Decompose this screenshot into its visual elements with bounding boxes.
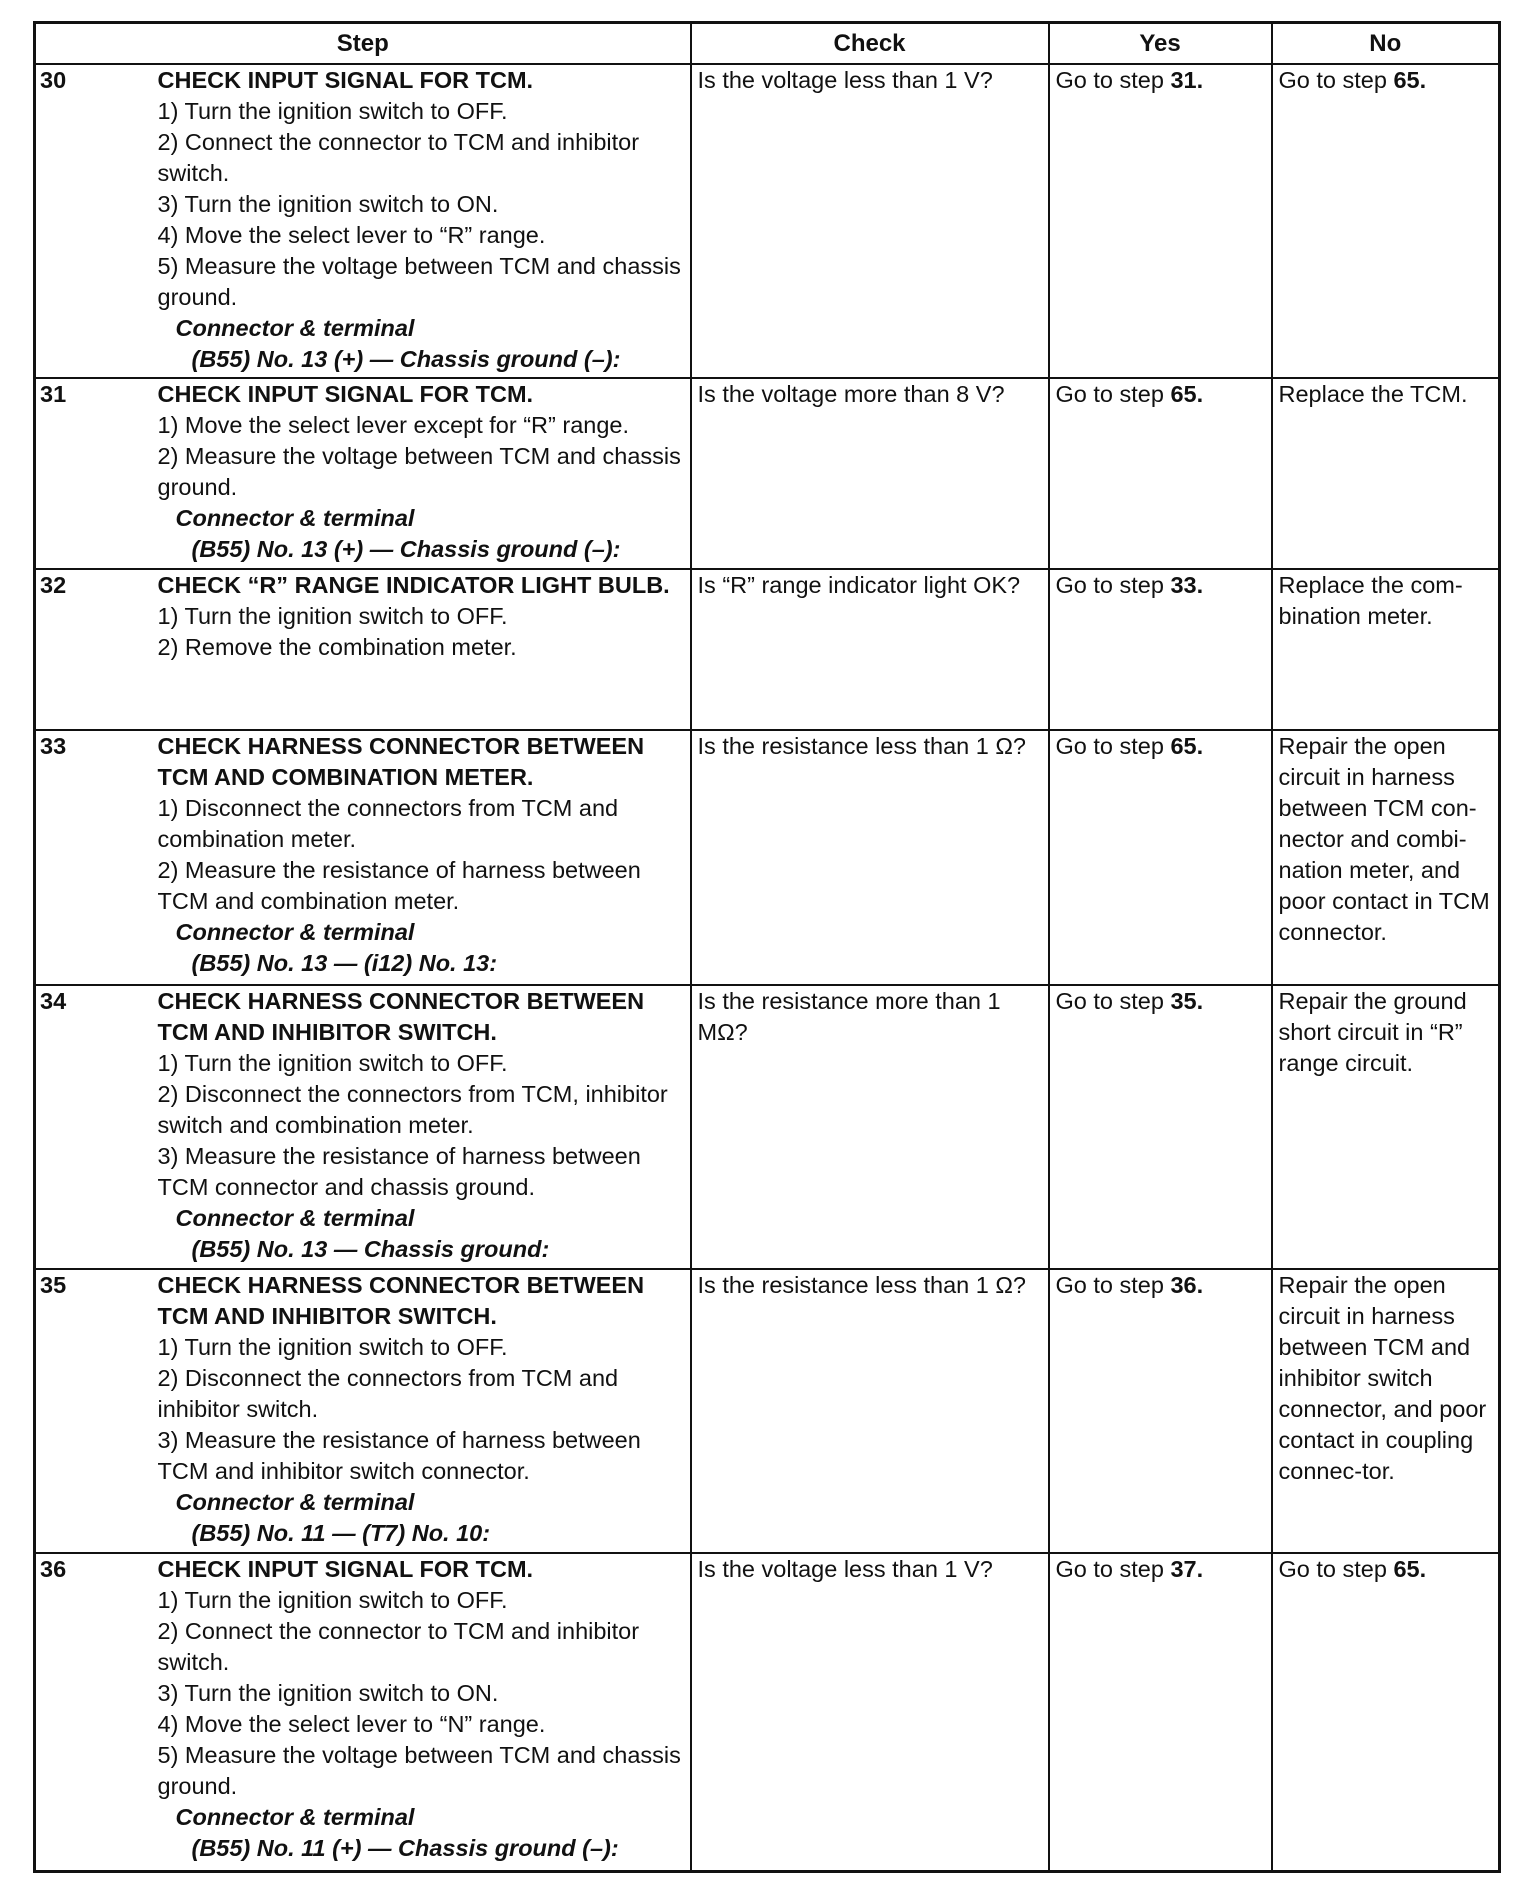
table-row xyxy=(35,64,1500,378)
header-step: Step xyxy=(35,23,691,65)
yes-step-number: 65. xyxy=(1170,733,1204,759)
yes-prefix: Go to step xyxy=(1055,1272,1164,1298)
connector-terminal: (B55) No. 13 (+) — Chassis ground (–): xyxy=(191,536,621,562)
step-instruction: 2) Remove the combination meter. xyxy=(157,634,517,660)
yes-step-number: 36. xyxy=(1170,1272,1204,1298)
step-number: 35 xyxy=(35,1269,154,1553)
header-no: No xyxy=(1272,23,1500,65)
step-instruction: 5) Measure the voltage between TCM and chassis ground. xyxy=(157,253,681,310)
check-cell: Is the resistance less than 1 Ω? xyxy=(691,1269,1049,1553)
no-text: Replace the TCM. xyxy=(1278,381,1468,407)
step-instruction: 3) Turn the ignition switch to ON. xyxy=(157,1680,499,1706)
step-number: 30 xyxy=(35,64,154,378)
table-row xyxy=(35,730,1500,985)
yes-prefix: Go to step xyxy=(1055,381,1164,407)
yes-cell xyxy=(1049,64,1272,378)
yes-prefix: Go to step xyxy=(1055,572,1164,598)
connector-label: Connector & terminal xyxy=(175,919,415,945)
no-step-number: 65. xyxy=(1393,1556,1427,1582)
step-instruction: 1) Move the select lever except for “R” range. xyxy=(157,412,630,438)
no-cell xyxy=(1272,730,1500,985)
step-cell xyxy=(154,1553,691,1871)
step-instruction: 2) Measure the voltage between TCM and chassis ground. xyxy=(157,443,681,500)
no-cell xyxy=(1272,985,1500,1269)
yes-step-number: 33. xyxy=(1170,572,1204,598)
step-title: CHECK INPUT SIGNAL FOR TCM. xyxy=(157,381,534,407)
step-instruction: 1) Turn the ignition switch to OFF. xyxy=(157,1050,508,1076)
yes-step-number: 35. xyxy=(1170,988,1204,1014)
no-text: Repair the open circuit in harness between TCM con-nector and combi-nation meter, and poor contact in TCM connector. xyxy=(1278,733,1490,945)
no-cell xyxy=(1272,1553,1500,1871)
connector-label: Connector & terminal xyxy=(175,1205,415,1231)
no-cell xyxy=(1272,64,1500,378)
header-yes: Yes xyxy=(1049,23,1272,65)
step-number: 31 xyxy=(35,378,154,569)
table-row xyxy=(35,985,1500,1269)
yes-prefix: Go to step xyxy=(1055,988,1164,1014)
step-instruction: 1) Turn the ignition switch to OFF. xyxy=(157,98,508,124)
yes-cell xyxy=(1049,730,1272,985)
connector-terminal: (B55) No. 11 (+) — Chassis ground (–): xyxy=(191,1835,619,1861)
step-instruction: 2) Measure the resistance of harness between TCM and combination meter. xyxy=(157,857,641,914)
connector-terminal: (B55) No. 13 — Chassis ground: xyxy=(191,1236,550,1262)
step-instruction: 5) Measure the voltage between TCM and chassis ground. xyxy=(157,1742,681,1799)
table-row xyxy=(35,1553,1500,1871)
check-cell: Is the resistance more than 1 MΩ? xyxy=(691,985,1049,1269)
no-cell xyxy=(1272,378,1500,569)
yes-cell xyxy=(1049,569,1272,730)
step-instruction: 1) Turn the ignition switch to OFF. xyxy=(157,1587,508,1613)
connector-terminal: (B55) No. 11 — (T7) No. 10: xyxy=(191,1520,491,1546)
connector-label: Connector & terminal xyxy=(175,315,415,341)
yes-cell xyxy=(1049,1269,1272,1553)
yes-step-number: 65. xyxy=(1170,381,1204,407)
step-title: CHECK HARNESS CONNECTOR BETWEEN TCM AND INHIBITOR SWITCH. xyxy=(157,1272,645,1329)
yes-step-number: 37. xyxy=(1170,1556,1204,1582)
step-title: CHECK HARNESS CONNECTOR BETWEEN TCM AND INHIBITOR SWITCH. xyxy=(157,988,645,1045)
connector-label: Connector & terminal xyxy=(175,1489,415,1515)
step-title: CHECK INPUT SIGNAL FOR TCM. xyxy=(157,1556,534,1582)
step-instruction: 2) Connect the connector to TCM and inhibitor switch. xyxy=(157,1618,640,1675)
step-title: CHECK INPUT SIGNAL FOR TCM. xyxy=(157,67,534,93)
yes-cell xyxy=(1049,1553,1272,1871)
connector-terminal: (B55) No. 13 (+) — Chassis ground (–): xyxy=(191,346,621,372)
yes-prefix: Go to step xyxy=(1055,1556,1164,1582)
step-cell xyxy=(154,985,691,1269)
check-cell: Is the voltage less than 1 V? xyxy=(691,64,1049,378)
step-instruction: 1) Disconnect the connectors from TCM and combination meter. xyxy=(157,795,619,852)
step-instruction: 2) Connect the connector to TCM and inhibitor switch. xyxy=(157,129,640,186)
yes-cell xyxy=(1049,378,1272,569)
step-instruction: 1) Turn the ignition switch to OFF. xyxy=(157,603,508,629)
connector-label: Connector & terminal xyxy=(175,505,415,531)
step-cell xyxy=(154,378,691,569)
step-number: 32 xyxy=(35,569,154,730)
no-prefix: Go to step xyxy=(1278,1556,1387,1582)
step-instruction: 4) Move the select lever to “R” range. xyxy=(157,222,546,248)
header-row xyxy=(35,23,1500,65)
check-cell: Is the resistance less than 1 Ω? xyxy=(691,730,1049,985)
step-instruction: 2) Disconnect the connectors from TCM, inhibitor switch and combination meter. xyxy=(157,1081,668,1138)
step-instruction: 4) Move the select lever to “N” range. xyxy=(157,1711,546,1737)
step-instruction: 3) Measure the resistance of harness between TCM and inhibitor switch connector. xyxy=(157,1427,641,1484)
connector-label: Connector & terminal xyxy=(175,1804,415,1830)
table-row xyxy=(35,1269,1500,1553)
step-number: 33 xyxy=(35,730,154,985)
step-number: 36 xyxy=(35,1553,154,1871)
step-cell xyxy=(154,730,691,985)
yes-step-number: 31. xyxy=(1170,67,1204,93)
no-text: Repair the open circuit in harness between TCM and inhibitor switch connector, and poor contact in coupling connec-tor. xyxy=(1278,1272,1487,1484)
step-title: CHECK “R” RANGE INDICATOR LIGHT BULB. xyxy=(157,572,670,598)
diagnostic-table xyxy=(33,21,1501,1873)
step-number: 34 xyxy=(35,985,154,1269)
table-row xyxy=(35,569,1500,730)
check-cell: Is “R” range indicator light OK? xyxy=(691,569,1049,730)
yes-prefix: Go to step xyxy=(1055,733,1164,759)
step-cell xyxy=(154,569,691,730)
step-instruction: 3) Measure the resistance of harness between TCM connector and chassis ground. xyxy=(157,1143,641,1200)
yes-prefix: Go to step xyxy=(1055,67,1164,93)
step-instruction: 3) Turn the ignition switch to ON. xyxy=(157,191,499,217)
step-cell xyxy=(154,1269,691,1553)
step-cell xyxy=(154,64,691,378)
table-row xyxy=(35,378,1500,569)
step-instruction: 1) Turn the ignition switch to OFF. xyxy=(157,1334,508,1360)
check-cell: Is the voltage less than 1 V? xyxy=(691,1553,1049,1871)
header-check: Check xyxy=(691,23,1049,65)
no-text: Repair the ground short circuit in “R” range circuit. xyxy=(1278,988,1467,1076)
step-title: CHECK HARNESS CONNECTOR BETWEEN TCM AND COMBINATION METER. xyxy=(157,733,645,790)
no-cell xyxy=(1272,1269,1500,1553)
yes-cell xyxy=(1049,985,1272,1269)
step-instruction: 2) Disconnect the connectors from TCM and inhibitor switch. xyxy=(157,1365,619,1422)
no-text: Replace the com-bination meter. xyxy=(1278,572,1463,629)
connector-terminal: (B55) No. 13 — (i12) No. 13: xyxy=(191,950,498,976)
no-cell xyxy=(1272,569,1500,730)
check-cell: Is the voltage more than 8 V? xyxy=(691,378,1049,569)
no-prefix: Go to step xyxy=(1278,67,1387,93)
no-step-number: 65. xyxy=(1393,67,1427,93)
